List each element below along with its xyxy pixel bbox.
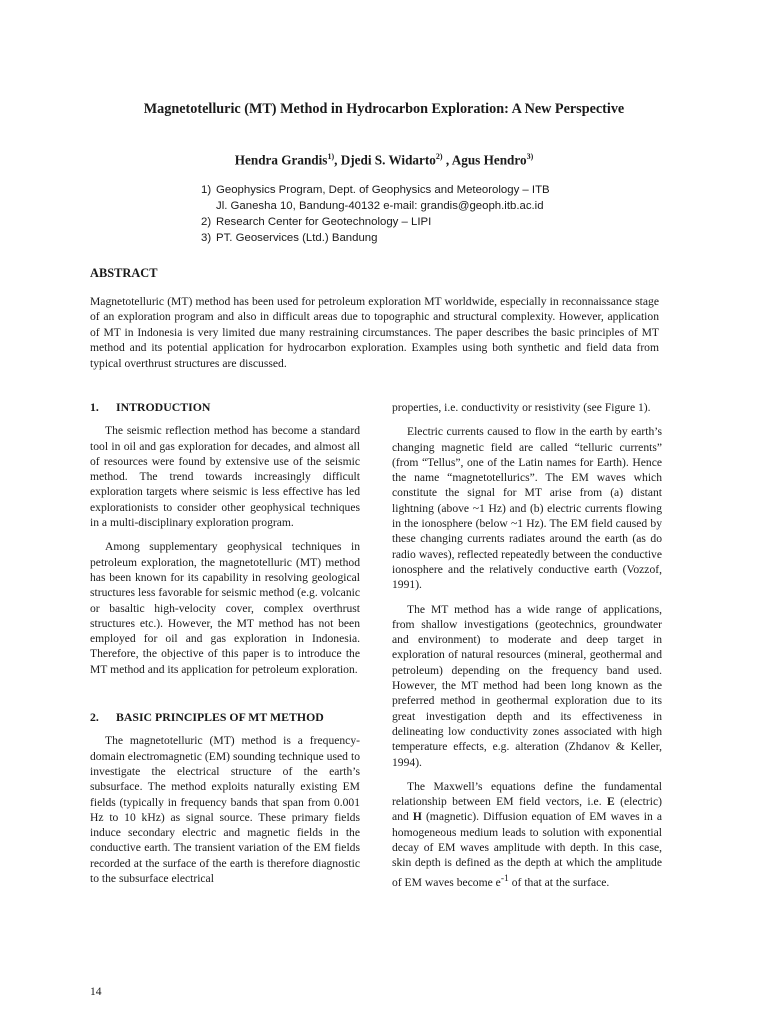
author-affil-mark: 3) [526,152,534,161]
affiliations-list [201,182,621,246]
section-heading-introduction: 1. INTRODUCTION [90,400,211,414]
paragraph: The MT method has a wide range of applications, from shallow investigations (geotechnics, groundwater and environment) to moderate and deep target in exploration of natural resources (mineral, geothermal and petroleum) depending on the frequency band used. However, the MT method had been long known as the preferred method in geothermal exploration due to its great investigation depth and its effectiveness in delineating low conductivity zones associated with high temperature effects, e.g. alteration (Zhdanov & Keller, 1994). [392,602,662,769]
author-name: Djedi S. Widarto [340,152,436,168]
abstract-text: Magnetotelluric (MT) method has been used for petroleum exploration MT worldwide, especially in reconnaissance stage of an exploration program and also in difficult areas due to topographic and structural complexity. However, application of MT in Indonesia is very limited due many restraining circumstances. The paper describes the basic principles of MT method and its potential application for hydrocarbon exploration. Examples using both synthetic and field data from typical overthrust structures are discussed. [90,295,659,370]
paragraph: Among supplementary geophysical techniques in petroleum exploration, the magnetotelluric (MT) method has been known for its capability in resolving geological structures less favorable for seismic method (e.g. volcanic or basaltic high-velocity cover, complex overthrust structures etc.). However, the MT method has not been employed for oil and gas exploration in Indonesia. Therefore, the objective of this paper is to introduce the MT method and its application for petroleum exploration. [90,540,360,676]
paragraph: The Maxwell’s equations define the fundamental relationship between EM field vectors, i.e. E (electric) and H (magnetic). Diffusion equation of EM waves in a homogeneous medium leads to solution with exponential decay of EM waves amplitude with depth. In this case, skin depth is defined as the depth at which the amplitude of EM waves become $e^{-1}$ of that at the surface. [392,779,662,889]
paragraph: The magnetotelluric (MT) method is a frequency-domain electromagnetic (EM) sounding technique used to investigate the electrical structure of the earth’s subsurface. The method exploits naturally existing EM fields (typically in frequency bands that span from 0.001 Hz to 10 kHz) as signal source. These primary fields induce secondary electric and magnetic fields in the conductive earth. The transient variation of the EM fields recorded at the surface of the earth is therefore diagnostic to the subsurface electrical [90,734,360,886]
author-line: Hendra Grandis$^{1)}$, Djedi S. Widarto$^{2)}$ , Agus Hendro$^{3)}$ [234,152,534,168]
section-heading-basic-principles: 2. BASIC PRINCIPLES OF MT METHOD [90,710,324,725]
paragraph: Electric currents caused to flow in the earth by earth’s changing magnetic field are called “telluric currents” (from “Tellus”, one of the Latin names for Earth). Hence the name “magnetotellurics”. The EM waves which constitute the signal for MT arise from (a) distant lightning (above ~1 Hz) and (b) electric currents flowing in the ionosphere (below ~1 Hz). The EM field caused by these changing currents radiates around the earth (as do radio waves), reflected repeatedly between the conductive ionosphere and the relatively conductive earth (Vozzof, 1991). [392,425,662,592]
vector-e-symbol: E [607,795,615,809]
author-name: Agus Hendro [451,152,527,168]
affiliation-item: 1) Geophysics Program, Dept. of Geophysics and Meteorology – ITB [201,184,550,196]
author-name: Hendra Grandis [234,152,328,168]
vector-h-symbol: H [412,810,422,824]
paragraph: The seismic reflection method has become a standard tool in oil and gas exploration for decades, and almost all of resources were found by extensive use of the seismic method. The trend towards increasingly difficult exploration targets where seismic is less effective has led explorationists to consider other geophysical techniques in a multi-disciplinary exploration program. [90,424,360,530]
affiliation-address: Jl. Ganesha 10, Bandung-40132 e-mail: grandis@geoph.itb.ac.id [216,200,544,212]
abstract-heading: ABSTRACT [90,266,158,280]
page-number: 14 [90,985,102,998]
affiliation-item: 2) Research Center for Geotechnology – LIPI [201,216,432,228]
left-column [90,400,360,895]
affiliation-item: 3) PT. Geoservices (Ltd.) Bandung [201,232,378,244]
right-column [392,400,662,899]
author-affil-mark: 1) [327,152,335,161]
author-affil-mark: 2) [435,152,443,161]
paragraph-continued: properties, i.e. conductivity or resistivity (see Figure 1). [392,401,651,414]
paper-title: Magnetotelluric (MT) Method in Hydrocarbon Exploration: A New Perspective [143,101,625,117]
